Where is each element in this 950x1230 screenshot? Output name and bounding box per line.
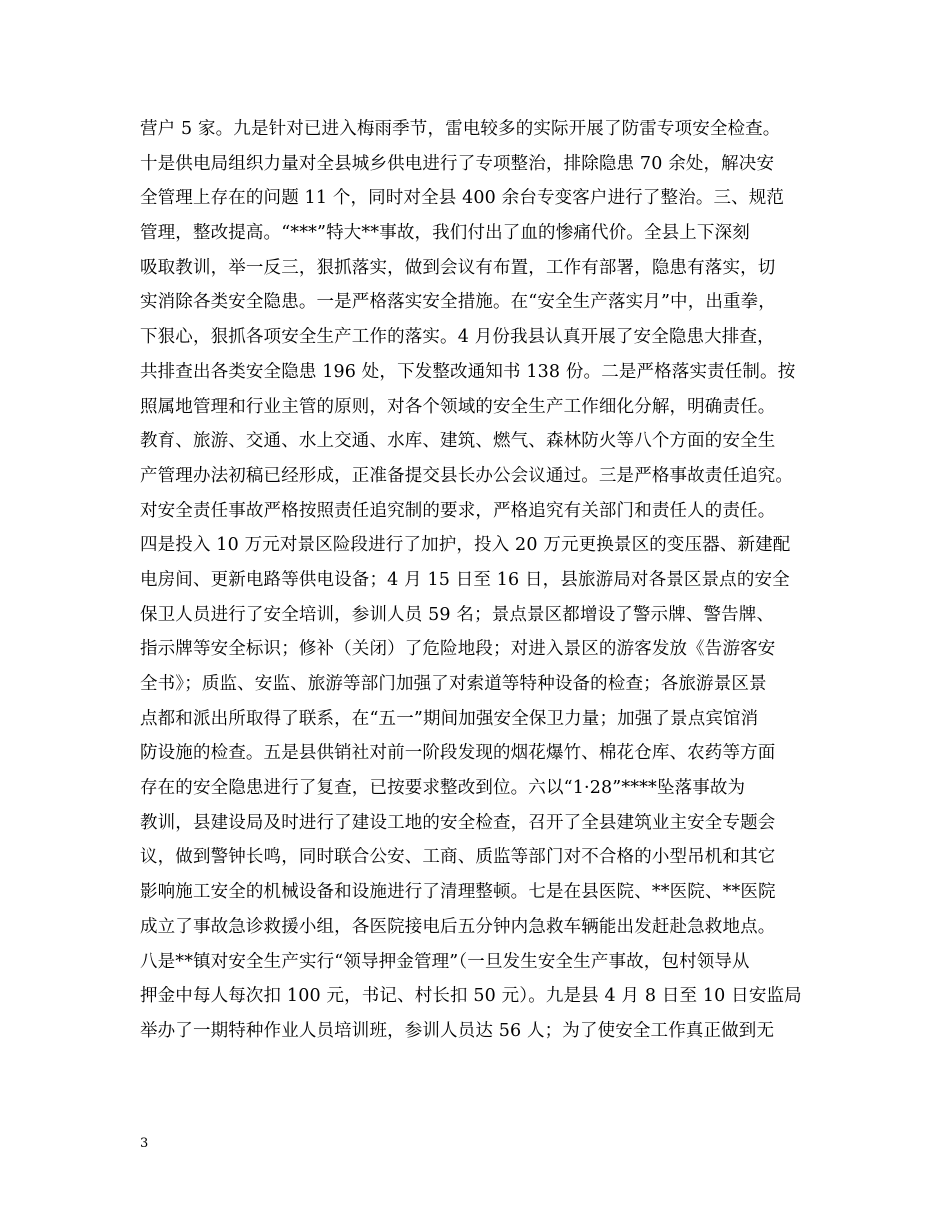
text-line: 营户 5 家。九是针对已进入梅雨季节，雷电较多的实际开展了防雷专项安全检查。 xyxy=(140,119,781,139)
text-line: 保卫人员进行了安全培训，参训人员 59 名；景点景区都增设了警示牌、警告牌、 xyxy=(140,604,775,625)
text-line: 成立了事故急诊救援小组，各医院接电后五分钟内急救车辆能出发赶赴急救地点。 xyxy=(140,916,776,937)
text-line: 管理，整改提高。“***”特大**事故，我们付出了血的惨痛代价。全县上下深刻 xyxy=(140,223,750,244)
text-line: 产管理办法初稿已经形成，正准备提交县长办公会议通过。三是严格事故责任追究。 xyxy=(140,465,794,486)
text-line: 实消除各类安全隐患。一是严格落实安全措施。在“安全生产落实月”中，出重拳， xyxy=(140,292,776,313)
text-line: 照属地管理和行业主管的原则，对各个领域的安全生产工作细化分解，明确责任。 xyxy=(140,396,776,417)
text-line: 押金中每人每次扣 100 元，书记、村长扣 50 元）。九是县 4 月 8 日至 10 日安监局 xyxy=(140,986,802,1007)
text-line: 指示牌等安全标识；修补（关闭）了危险地段；对进入景区的游客发放《告游客安 xyxy=(140,639,776,660)
text-line: 点都和派出所取得了联系，在“五一”期间加强安全保卫力量；加强了景点宾馆消 xyxy=(140,708,759,729)
text-line: 下狠心，狠抓各项安全生产工作的落实。4 月份我县认真开展了安全隐患大排查， xyxy=(140,327,775,348)
text-line: 全书》；质监、安监、旅游等部门加强了对索道等特种设备的检查；各旅游景区景 xyxy=(140,674,767,694)
text-line: 四是投入 10 万元对景区险段进行了加护，投入 20 万元更换景区的变压器、新建配 xyxy=(140,535,791,556)
text-line: 共排查出各类安全隐患 196 处，下发整改通知书 138 份。二是严格落实责任制。按 xyxy=(140,361,796,382)
text-line: 存在的安全隐患进行了复查，已按要求整改到位。六以“1·28”****坠落事故为 xyxy=(140,778,746,799)
text-line: 教训，县建设局及时进行了建设工地的安全检查，召开了全县建筑业主安全专题会 xyxy=(140,812,776,833)
body-text xyxy=(140,112,830,1049)
text-line: 举办了一期特种作业人员培训班，参训人员达 56 人；为了使安全工作真正做到无 xyxy=(140,1020,775,1041)
text-line: 十是供电局组织力量对全县城乡供电进行了专项整治，排除隐患 70 余处，解决安 xyxy=(140,153,775,174)
text-line: 八是**镇对安全生产实行“领导押金管理”（一旦发生安全生产事故，包村领导从 xyxy=(140,951,750,972)
text-line: 吸取教训，举一反三，狠抓落实，做到会议有布置，工作有部署，隐患有落实，切 xyxy=(140,257,776,278)
text-line: 全管理上存在的问题 11 个，同时对全县 400 余台专变客户进行了整治。三、规范 xyxy=(140,188,785,209)
text-line: 影响施工安全的机械设备和设施进行了清理整顿。七是在县医院、**医院、**医院 xyxy=(140,882,776,903)
text-line: 教育、旅游、交通、水上交通、水库、建筑、燃气、森林防火等八个方面的安全生 xyxy=(140,431,776,452)
text-line: 对安全责任事故严格按照责任追究制的要求，严格追究有关部门和责任人的责任。 xyxy=(140,500,776,521)
text-line: 议，做到警钟长鸣，同时联合公安、工商、质监等部门对不合格的小型吊机和其它 xyxy=(140,847,776,868)
text-line: 电房间、更新电路等供电设备；4 月 15 日至 16 日，县旅游局对各景区景点的安全 xyxy=(140,569,790,590)
text-line: 防设施的检查。五是县供销社对前一阶段发现的烟花爆竹、棉花仓库、农药等方面 xyxy=(140,743,776,764)
page-number: 3 xyxy=(140,1136,149,1151)
